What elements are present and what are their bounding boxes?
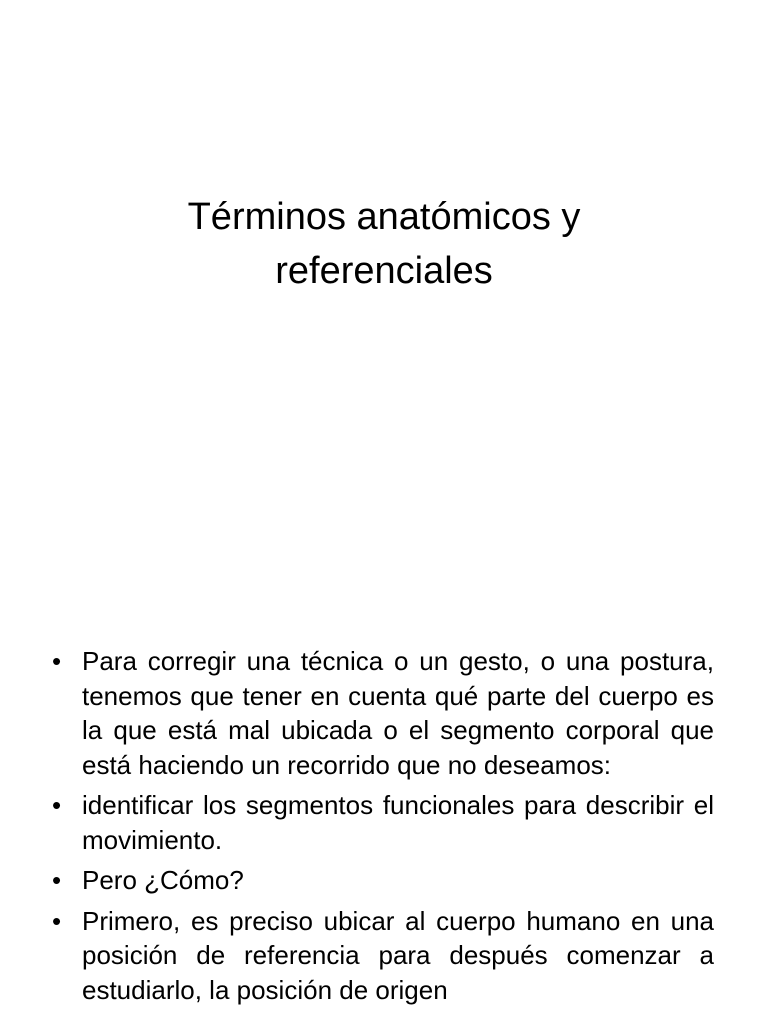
bullet-list [52, 644, 714, 1013]
bullet-dot-icon: • [52, 865, 62, 895]
slide-title-line-1: Términos anatómicos y [187, 196, 581, 238]
bullet-text: Para corregir una técnica o un gesto, o una postura, tenemos que tener en cuenta qué parte del cuerpo es la que está mal ubicada o el segmento corporal que está haciendo un recorrido que no deseamos: [82, 646, 714, 780]
bullet-text: Pero ¿Cómo? [82, 865, 244, 895]
slide-title [0, 190, 768, 298]
bullet-text: Primero, es preciso ubicar al cuerpo humano en una posición de referencia para después comenzar a estudiarlo, la posición de origen [82, 905, 714, 1005]
bullet-text: identificar los segmentos funcionales para describir el movimiento. [82, 790, 714, 855]
bullet-dot-icon: • [52, 905, 62, 936]
bullet-dot-icon: • [52, 790, 62, 820]
bullet-item [52, 788, 714, 857]
bullet-item [52, 904, 714, 1008]
slide-title-line-2: referenciales [275, 250, 493, 292]
bullet-item [52, 863, 714, 898]
bullet-item [52, 644, 714, 782]
bullet-dot-icon: • [52, 646, 62, 676]
